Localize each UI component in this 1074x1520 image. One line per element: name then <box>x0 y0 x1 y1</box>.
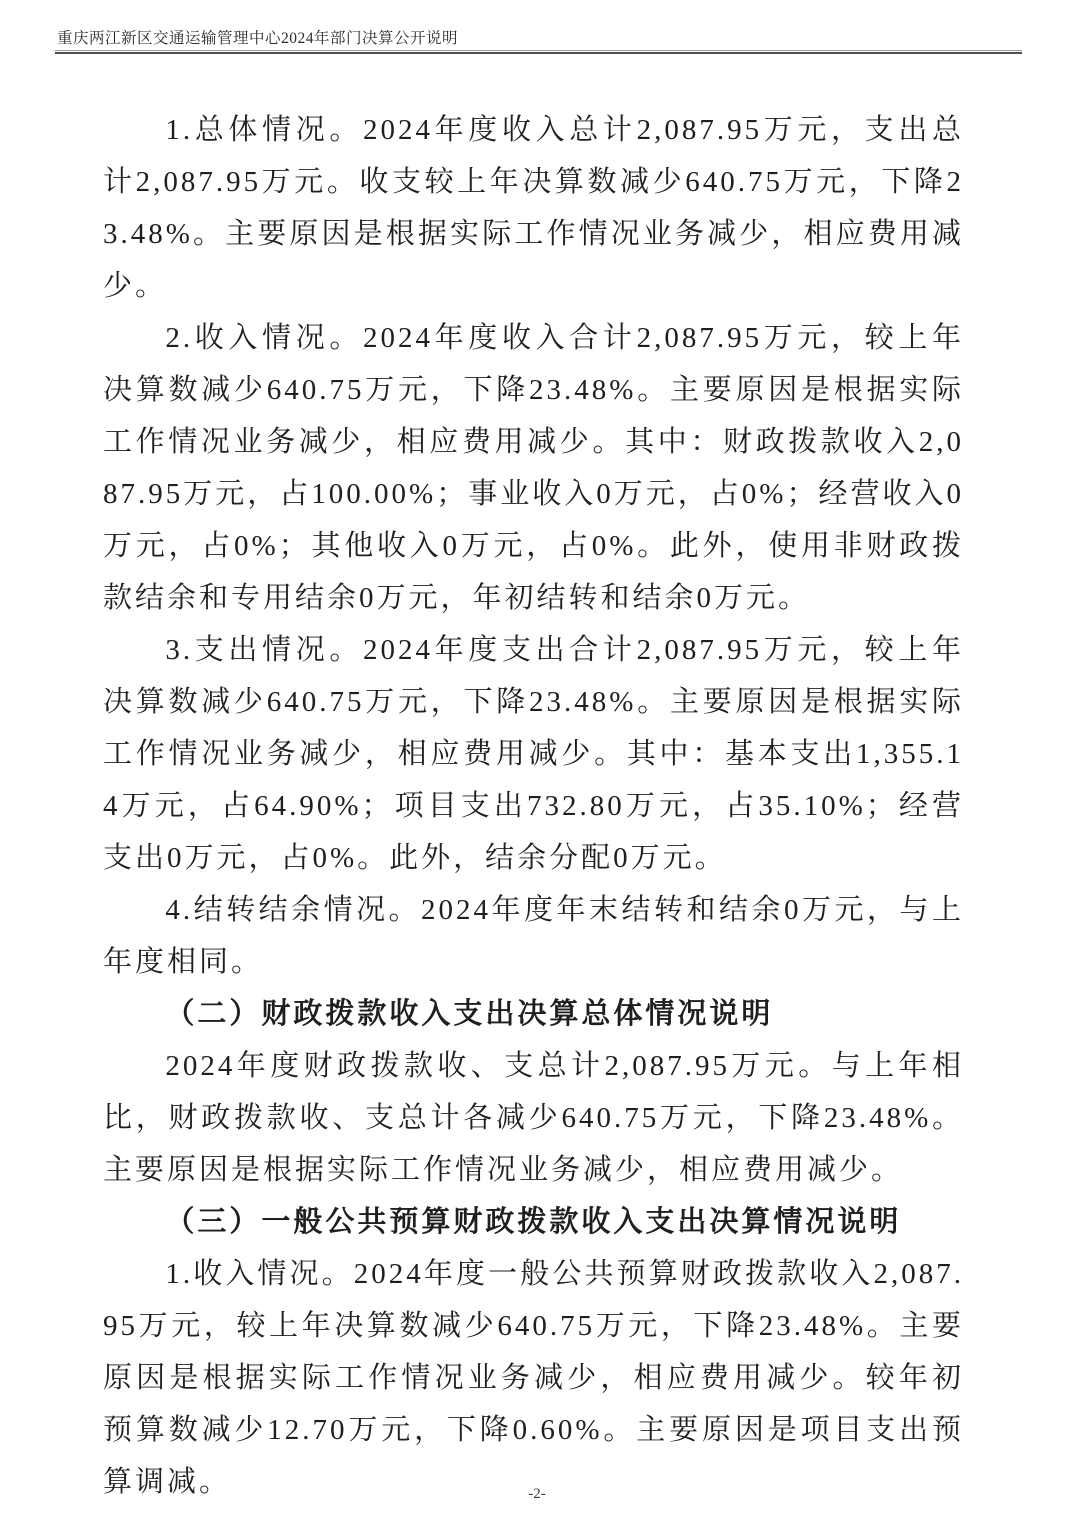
paragraph: （三）一般公共预算财政拨款收入支出决算情况说明 <box>165 1206 902 1238</box>
paragraph: （二）财政拨款收入支出决算总体情况说明 <box>165 998 774 1030</box>
page-number: -2- <box>528 1486 546 1502</box>
page-header-title: 重庆两江新区交通运输管理中心2024年部门决算公开说明 <box>57 30 459 47</box>
paragraph: 1.总体情况。2024年度收入总计2,087.95万元，支出总计2,087.95万元。收支较上年决算数减少640.75万元，下降23.48%。主要原因是根据实际工作情况业务减少，相应费用减少。 <box>103 114 964 302</box>
paragraph: 2024年度财政拨款收、支总计2,087.95万元。与上年相比，财政拨款收、支总计各减少640.75万元，下降23.48%。主要原因是根据实际工作情况业务减少，相应费用减少。 <box>103 1050 964 1186</box>
document-body <box>103 104 964 1508</box>
paragraph: 2.收入情况。2024年度收入合计2,087.95万元，较上年决算数减少640.75万元，下降23.48%。主要原因是根据实际工作情况业务减少，相应费用减少。其中：财政拨款收入2,087.95万元，占100.00%；事业收入0万元，占0%；经营收入0万元，占0%；其他收入0万元，占0%。此外，使用非财政拨款结余和专用结余0万元，年初结转和结余0万元。 <box>103 322 964 614</box>
paragraph: 1.收入情况。2024年度一般公共预算财政拨款收入2,087.95万元，较上年决算数减少640.75万元，下降23.48%。主要原因是根据实际工作情况业务减少，相应费用减少。较年初预算数减少12.70万元，下降0.60%。主要原因是项目支出预算调减。 <box>103 1258 964 1498</box>
paragraph: 4.结转结余情况。2024年度年末结转和结余0万元，与上年度相同。 <box>103 894 964 978</box>
paragraph: 3.支出情况。2024年度支出合计2,087.95万元，较上年决算数减少640.75万元，下降23.48%。主要原因是根据实际工作情况业务减少，相应费用减少。其中：基本支出1,355.14万元，占64.90%；项目支出732.80万元，占35.10%；经营支出0万元，占0%。此外，结余分配0万元。 <box>103 634 964 874</box>
header-divider-rule <box>55 50 1022 54</box>
